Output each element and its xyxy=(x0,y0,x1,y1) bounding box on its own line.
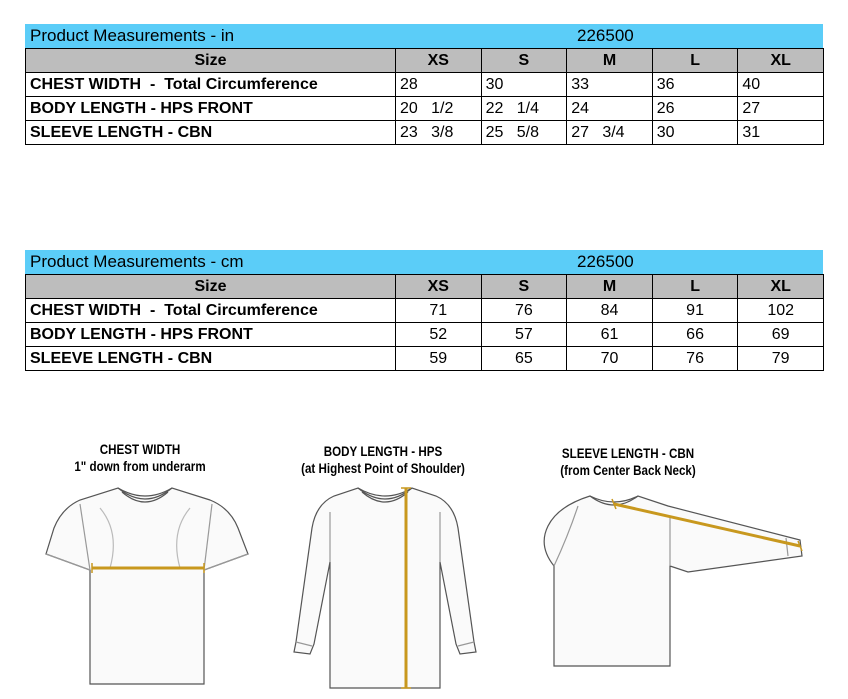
cell-value: 79 xyxy=(738,347,824,371)
cell-value: 84 xyxy=(567,299,653,323)
cell-value: 23 3/8 xyxy=(396,121,482,145)
header-s: S xyxy=(481,275,567,299)
long-sleeve-tee-body-diagram xyxy=(280,482,490,694)
cell-value: 31 xyxy=(738,121,824,145)
cell-value: 22 1/4 xyxy=(481,97,567,121)
sleeve-subtitle-text: (from Center Back Neck) xyxy=(560,463,696,478)
cell-value: 91 xyxy=(652,299,738,323)
cell-value: 25 5/8 xyxy=(481,121,567,145)
cell-value: 30 xyxy=(481,73,567,97)
row-label: CHEST WIDTH - Total Circumference xyxy=(26,299,396,323)
body-title-text: BODY LENGTH - HPS xyxy=(323,444,443,459)
table-title-bar xyxy=(25,24,823,48)
cell-value: 70 xyxy=(567,347,653,371)
header-size: Size xyxy=(26,49,396,73)
style-number: 226500 xyxy=(577,252,634,271)
header-xs: XS xyxy=(396,275,482,299)
table-title: Product Measurements - cm xyxy=(30,252,244,271)
chest-diagram-title xyxy=(63,442,218,474)
cell-value: 24 xyxy=(567,97,653,121)
cell-value: 71 xyxy=(396,299,482,323)
cell-value: 27 xyxy=(738,97,824,121)
cell-value: 69 xyxy=(738,323,824,347)
row-label: SLEEVE LENGTH - CBN xyxy=(26,121,396,145)
row-label: BODY LENGTH - HPS FRONT xyxy=(26,323,396,347)
measurements-table-cm xyxy=(25,250,823,371)
cell-value: 36 xyxy=(652,73,738,97)
body-diagram-title xyxy=(288,444,479,476)
body-subtitle-text: (at Highest Point of Shoulder) xyxy=(301,461,465,476)
cell-value: 27 3/4 xyxy=(567,121,653,145)
header-size: Size xyxy=(26,275,396,299)
table-row xyxy=(26,323,824,347)
header-xl: XL xyxy=(738,275,824,299)
header-l: L xyxy=(652,275,738,299)
row-label: SLEEVE LENGTH - CBN xyxy=(26,347,396,371)
cell-value: 30 xyxy=(652,121,738,145)
cell-value: 33 xyxy=(567,73,653,97)
header-xs: XS xyxy=(396,49,482,73)
cell-value: 76 xyxy=(481,299,567,323)
header-m: M xyxy=(567,49,653,73)
cell-value: 20 1/2 xyxy=(396,97,482,121)
cell-value: 57 xyxy=(481,323,567,347)
cell-value: 28 xyxy=(396,73,482,97)
cell-value: 52 xyxy=(396,323,482,347)
cell-value: 40 xyxy=(738,73,824,97)
header-s: S xyxy=(481,49,567,73)
table-row xyxy=(26,73,824,97)
cell-value: 66 xyxy=(652,323,738,347)
table-title-bar xyxy=(25,250,823,274)
chest-subtitle-text: 1" down from underarm xyxy=(74,459,206,474)
short-sleeve-tee-diagram xyxy=(40,484,250,694)
sleeve-title-text: SLEEVE LENGTH - CBN xyxy=(561,446,695,461)
header-row xyxy=(26,49,824,73)
measurements-table-in xyxy=(25,24,823,145)
cell-value: 102 xyxy=(738,299,824,323)
header-m: M xyxy=(567,275,653,299)
cell-value: 59 xyxy=(396,347,482,371)
row-label: BODY LENGTH - HPS FRONT xyxy=(26,97,396,121)
table-title: Product Measurements - in xyxy=(30,26,235,45)
cell-value: 26 xyxy=(652,97,738,121)
cell-value: 76 xyxy=(652,347,738,371)
table-row xyxy=(26,121,824,145)
table-row xyxy=(26,299,824,323)
table-row xyxy=(26,347,824,371)
chest-title-text: CHEST WIDTH xyxy=(99,442,181,457)
style-number: 226500 xyxy=(577,26,634,45)
table-row xyxy=(26,97,824,121)
header-row xyxy=(26,275,824,299)
long-sleeve-tee-sleeve-diagram xyxy=(538,486,808,694)
header-l: L xyxy=(652,49,738,73)
sleeve-diagram-title xyxy=(546,446,709,478)
cell-value: 65 xyxy=(481,347,567,371)
cell-value: 61 xyxy=(567,323,653,347)
header-xl: XL xyxy=(738,49,824,73)
row-label: CHEST WIDTH - Total Circumference xyxy=(26,73,396,97)
